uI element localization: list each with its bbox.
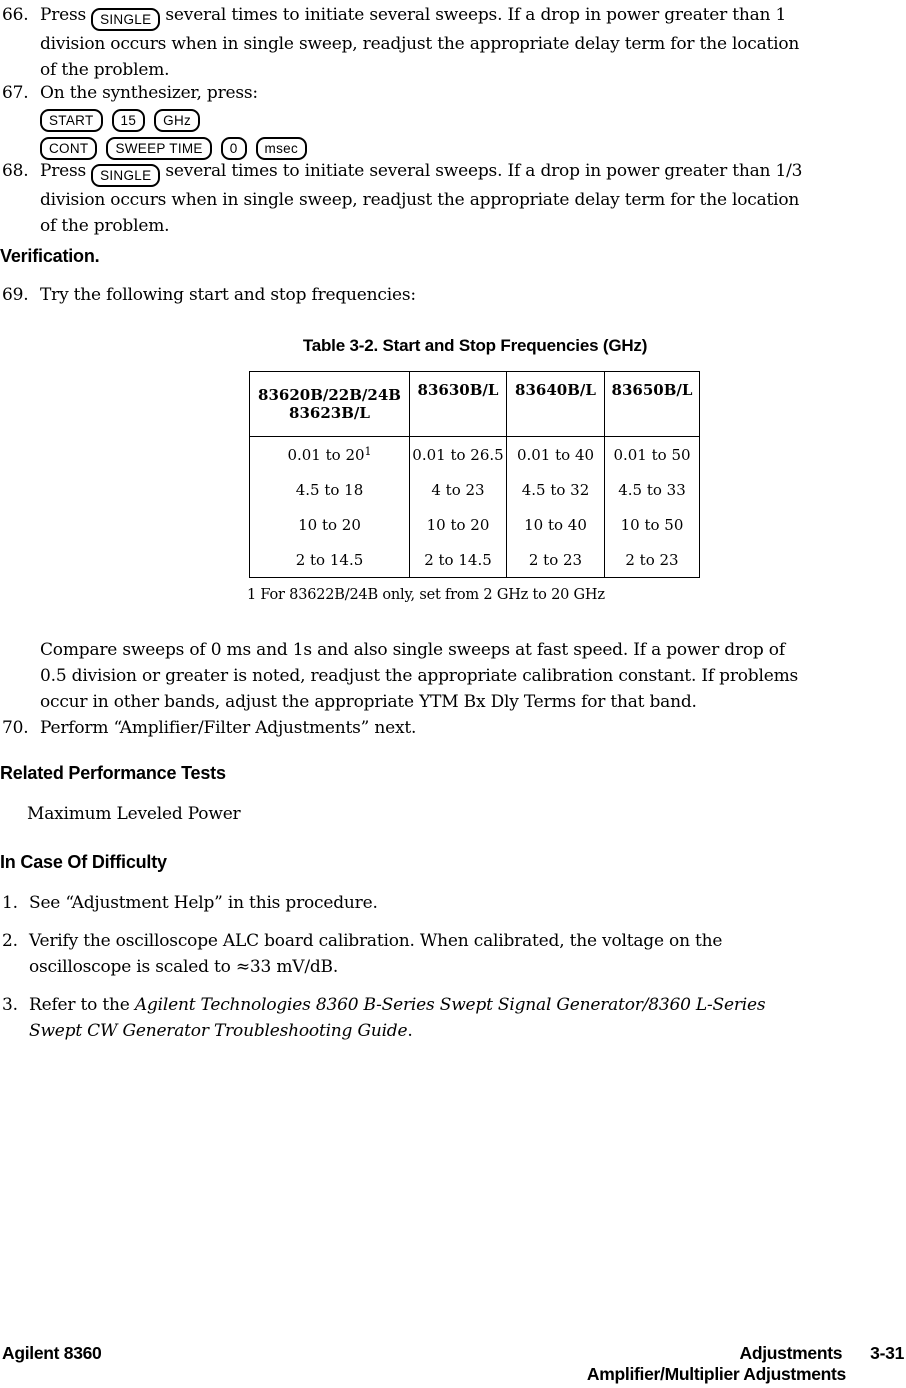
header-col1-line1: 83620B/22B/24B [258,386,401,404]
table-footnote: 1 For 83622B/24B only, set from 2 GHz to 20 GHz [247,587,605,603]
related-tests-heading: Related Performance Tests [0,763,226,783]
table-cell: 0.01 to 40 [507,437,605,473]
item-2-line1: Verify the oscilloscope ALC board calibration. When calibrated, the voltage on the [29,931,723,951]
cont-keycap: CONT [40,137,97,160]
table-cell: 10 to 20 [298,515,361,534]
item-3-number: 3. [2,995,18,1015]
step-67-text: On the synthesizer, press: [40,83,258,103]
compare-line1: Compare sweeps of 0 ms and 1s and also single sweeps at fast speed. If a power drop of [40,640,785,660]
compare-line3: occur in other bands, adjust the appropriate YTM Bx Dly Terms for that band. [40,692,697,712]
table-cell: 0.01 to 50 [605,437,700,473]
table-header-col2: 83630B/L [410,372,507,437]
step-69-number: 69. [2,285,29,305]
difficulty-heading: In Case Of Difficulty [0,852,167,872]
item-1-text: See “Adjustment Help” in this procedure. [29,893,378,913]
table-row [250,437,700,473]
footer-chapter-line [587,1343,904,1364]
difficulty-item-3 [2,992,902,1044]
step-67-keyrow-1 [40,107,902,134]
table-row [250,472,700,507]
step-66-pre: Press [40,5,87,25]
table-header-row [250,372,700,437]
table-row [250,507,700,542]
digit-15-keycap: 15 [112,109,146,132]
item-2-line2: oscilloscope is scaled to ≈33 mV/dB. [29,957,339,977]
frequency-table [249,371,700,578]
digit-0-keycap: 0 [221,137,247,160]
item-3-line2 [29,1018,902,1044]
step-66-text2: division occurs when in single sweep, readjust the appropriate delay term for the location [40,34,800,54]
footer-chapter: Adjustments [739,1343,843,1363]
compare-line2: 0.5 division or greater is noted, readjust the appropriate calibration constant. If problems [40,666,799,686]
ghz-keycap: GHz [154,109,200,132]
step-68-text1: several times to initiate several sweeps. If a drop in power greater than 1/3 [165,161,803,181]
step-69-text: Try the following start and stop frequencies: [40,285,416,305]
sweep-time-keycap: SWEEP TIME [106,137,211,160]
item-3-title-part1: Agilent Technologies 8360 B-Series Swept Signal Generator/8360 L-Series [134,995,766,1015]
step-68-pre: Press [40,161,87,181]
table-cell: 4.5 to 18 [295,480,364,499]
item-2-line1-wrap [2,928,902,954]
table-cell: 4.5 to 33 [605,472,700,507]
step-68-number: 68. [2,161,29,181]
table-row [250,542,700,578]
table-cell: 2 to 23 [605,542,700,578]
step-68-line1 [2,158,902,187]
table-cell: 0.01 to 26.5 [410,437,507,473]
single-keycap: SINGLE [91,164,160,187]
step-67-number: 67. [2,83,29,103]
step-66-text3: of the problem. [40,60,170,80]
step-68 [2,158,902,239]
footer-section: Amplifier/Multiplier Adjustments [586,1364,846,1384]
item-3-pre: Refer to the [29,995,130,1015]
step-70 [2,715,902,741]
compare-paragraph [40,637,906,715]
table-cell: 2 to 14.5 [410,542,507,578]
start-keycap: START [40,109,103,132]
item-3-title-part2: Swept CW Generator Troubleshooting Guide [29,1021,408,1041]
table-cell: 4 to 23 [410,472,507,507]
verification-heading: Verification. [0,246,100,266]
table-cell [250,437,410,473]
table-header-col1 [250,372,410,437]
msec-keycap: msec [256,137,307,160]
step-67-line1 [2,80,902,106]
table-cell: 2 to 23 [507,542,605,578]
cell-text: 0.01 to 20 [287,445,365,464]
table-cell: 10 to 40 [507,507,605,542]
footnote-marker: 1 [364,444,372,458]
table-cell: 10 to 20 [410,507,507,542]
table-cell: 2 to 14.5 [295,550,364,569]
frequency-table-container [249,371,700,578]
related-tests-item: Maximum Leveled Power [27,804,241,824]
item-3-post: . [407,1021,413,1041]
step-66-text1: several times to initiate several sweeps. If a drop in power greater than 1 [165,5,787,25]
footer-product: Agilent 8360 [2,1343,102,1363]
item-2-number: 2. [2,931,18,951]
header-col1-line2: 83623B/L [289,404,370,422]
item-1-number: 1. [2,893,18,913]
table-cell: 10 to 50 [605,507,700,542]
step-68-text3: of the problem. [40,216,170,236]
difficulty-item-1 [2,890,902,916]
step-69 [2,282,902,308]
footer-page-number: 3-31 [870,1343,904,1363]
table-title: Table 3-2. Start and Stop Frequencies (GHz) [302,336,648,355]
step-70-text: Perform “Amplifier/Filter Adjustments” next. [40,718,417,738]
difficulty-item-2 [2,928,902,980]
table-cell: 4.5 to 32 [507,472,605,507]
single-keycap: SINGLE [91,8,160,31]
step-68-text2: division occurs when in single sweep, readjust the appropriate delay term for the location [40,190,800,210]
footer-right [587,1343,904,1385]
item-3-line1-wrap [2,992,902,1018]
table-header-col3: 83640B/L [507,372,605,437]
step-70-number: 70. [2,718,29,738]
step-66-number: 66. [2,5,29,25]
step-66 [2,2,902,83]
table-header-col4: 83650B/L [605,372,700,437]
step-67 [2,80,902,162]
step-66-line1 [2,2,902,31]
